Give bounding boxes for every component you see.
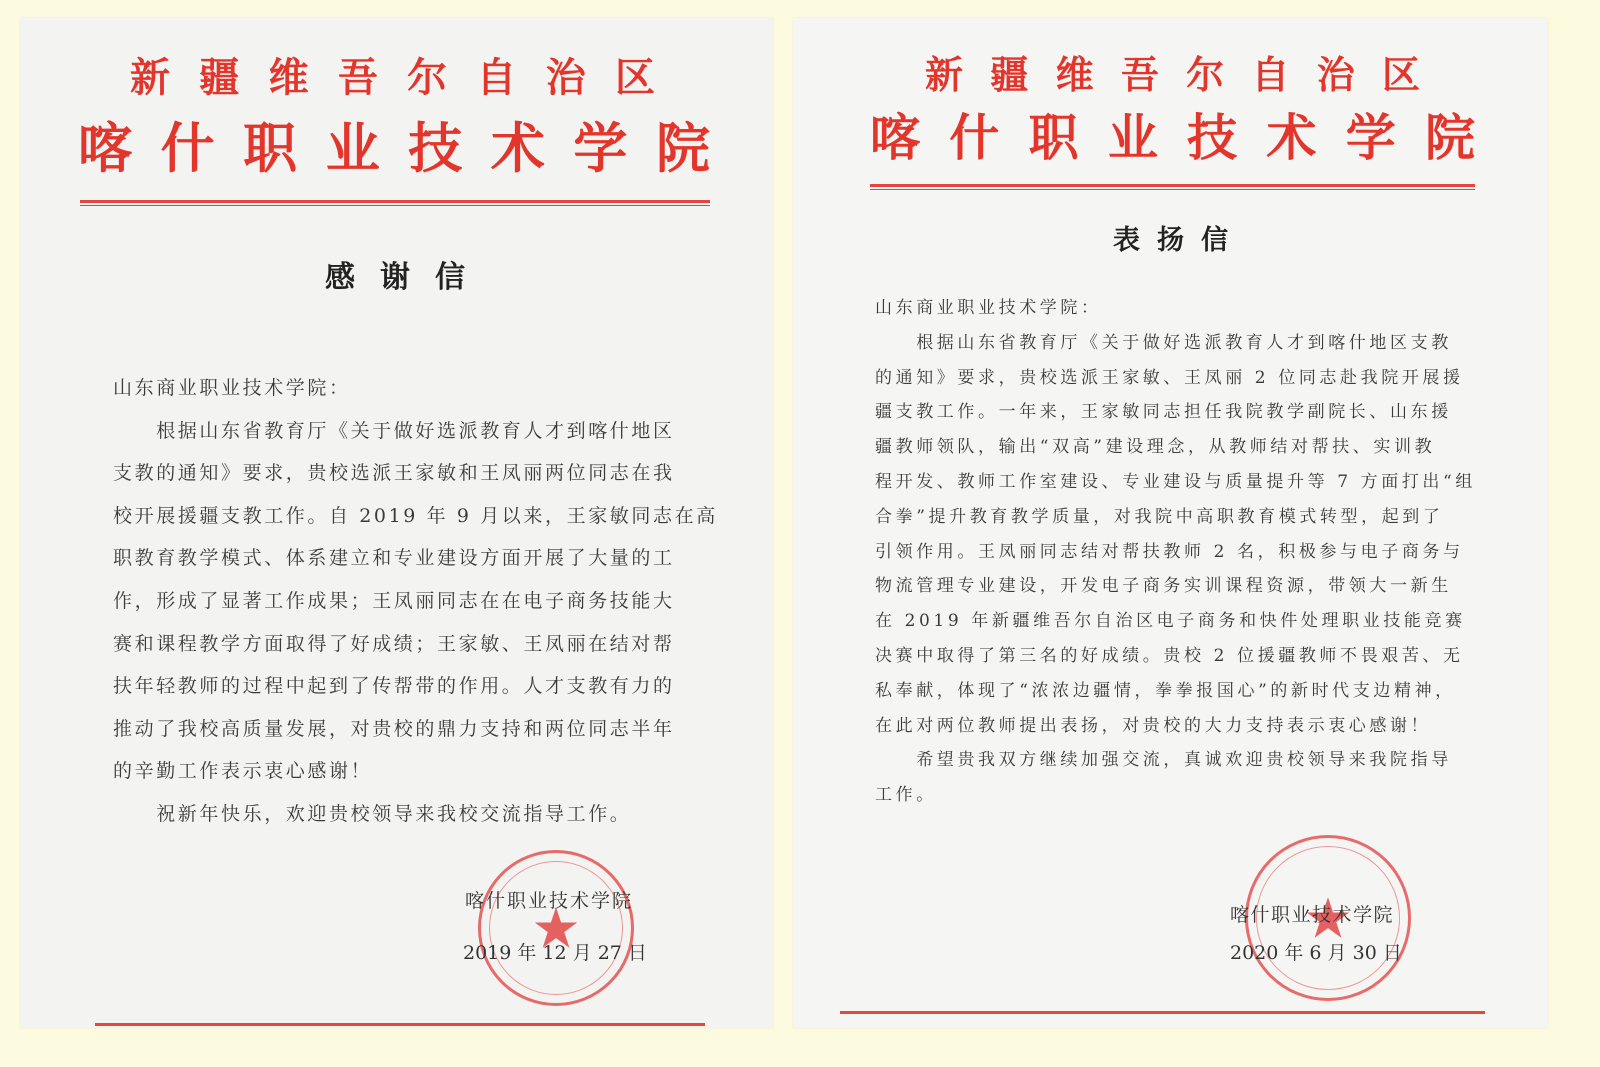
body-line: 根据山东省教育厅《关于做好选派教育人才到喀什地区支教: [875, 332, 1452, 353]
footer-rule: [95, 1023, 705, 1026]
body-line: 在 2019 年新疆维吾尔自治区电子商务和快件处理职业技能竞赛: [875, 611, 1466, 632]
body-line: 祝新年快乐，欢迎贵校领导来我校交流指导工作。: [113, 802, 632, 825]
salutation: 山东商业职业技术学院：: [875, 298, 1102, 318]
letterhead-region: 新疆维吾尔自治区: [925, 52, 1420, 97]
body-line: 私奉献，体现了“浓浓边疆情，拳拳报国心”的新时代支边精神，: [875, 680, 1456, 701]
official-seal: [478, 850, 634, 1006]
body-line: 物流管理专业建设，开发电子商务实训课程资源，带领大一新生: [875, 576, 1452, 597]
body-line: 决赛中取得了第三名的好成绩。贵校 2 位援疆教师不畏艰苦、无: [875, 645, 1464, 666]
letter-body: [113, 367, 718, 836]
body-line: 职教育教学模式、体系建立和专业建设方面开展了大量的工: [113, 547, 675, 570]
body-line: 工作。: [875, 785, 937, 806]
body-line: 的通知》要求，贵校选派王家敏、王凤丽 2 位同志赴我院开展援: [875, 367, 1464, 388]
salutation: 山东商业职业技术学院：: [113, 377, 351, 399]
body-line: 在此对两位教师提出表扬，对贵校的大力支持表示衷心感谢！: [875, 715, 1432, 736]
letter-date: 2019 年 12 月 27 日: [463, 942, 647, 964]
letterhead-region: 新疆维吾尔自治区: [130, 54, 655, 101]
body-line: 赛和课程教学方面取得了好成绩；王家敏、王凤丽在结对帮: [113, 632, 675, 655]
body-line: 支教的通知》要求，贵校选派王家敏和王凤丽两位同志在我: [113, 462, 675, 485]
body-line: 的辛勤工作表示衷心感谢！: [113, 760, 373, 783]
signature: 喀什职业技术学院: [1230, 904, 1395, 926]
letter-title: 表扬信: [1113, 225, 1228, 256]
body-line: 疆教师领队，输出“双高”建设理念，从教师结对帮扶、实训教: [875, 437, 1436, 458]
body-line: 疆支教工作。一年来，王家敏同志担任我院教学副院长、山东援: [875, 402, 1452, 423]
body-line: 推动了我校高质量发展，对贵校的鼎力支持和两位同志半年: [113, 717, 675, 740]
body-line: 根据山东省教育厅《关于做好选派教育人才到喀什地区: [113, 419, 675, 442]
body-line: 作，形成了显著工作成果；王凤丽同志在在电子商务技能大: [113, 589, 675, 612]
header-rule: [80, 200, 710, 206]
body-line: 引领作用。王凤丽同志结对帮扶教师 2 名，积极参与电子商务与: [875, 541, 1464, 562]
body-line: 合拳”提升教育教学质量，对我院中高职教育模式转型，起到了: [875, 506, 1444, 527]
header-rule: [870, 184, 1475, 190]
thank-you-letter: [20, 18, 773, 1028]
body-line: 扶年轻教师的过程中起到了传帮带的作用。人才支教有力的: [113, 675, 675, 698]
commendation-letter: [793, 18, 1548, 1028]
letter-date: 2020 年 6 月 30 日: [1230, 942, 1402, 964]
letterhead-institution: 喀什职业技术学院: [78, 116, 710, 180]
letter-body: [875, 291, 1476, 813]
footer-rule: [840, 1011, 1485, 1014]
letterhead-institution: 喀什职业技术学院: [870, 108, 1475, 167]
body-line: 校开展援疆支教工作。自 2019 年 9 月以来，王家敏同志在高: [113, 504, 718, 527]
letter-title: 感谢信: [325, 260, 465, 295]
body-line: 程开发、教师工作室建设、专业建设与质量提升等 7 方面打出“组: [875, 471, 1476, 492]
body-line: 希望贵我双方继续加强交流，真诚欢迎贵校领导来我院指导: [875, 750, 1452, 771]
signature: 喀什职业技术学院: [465, 890, 634, 912]
